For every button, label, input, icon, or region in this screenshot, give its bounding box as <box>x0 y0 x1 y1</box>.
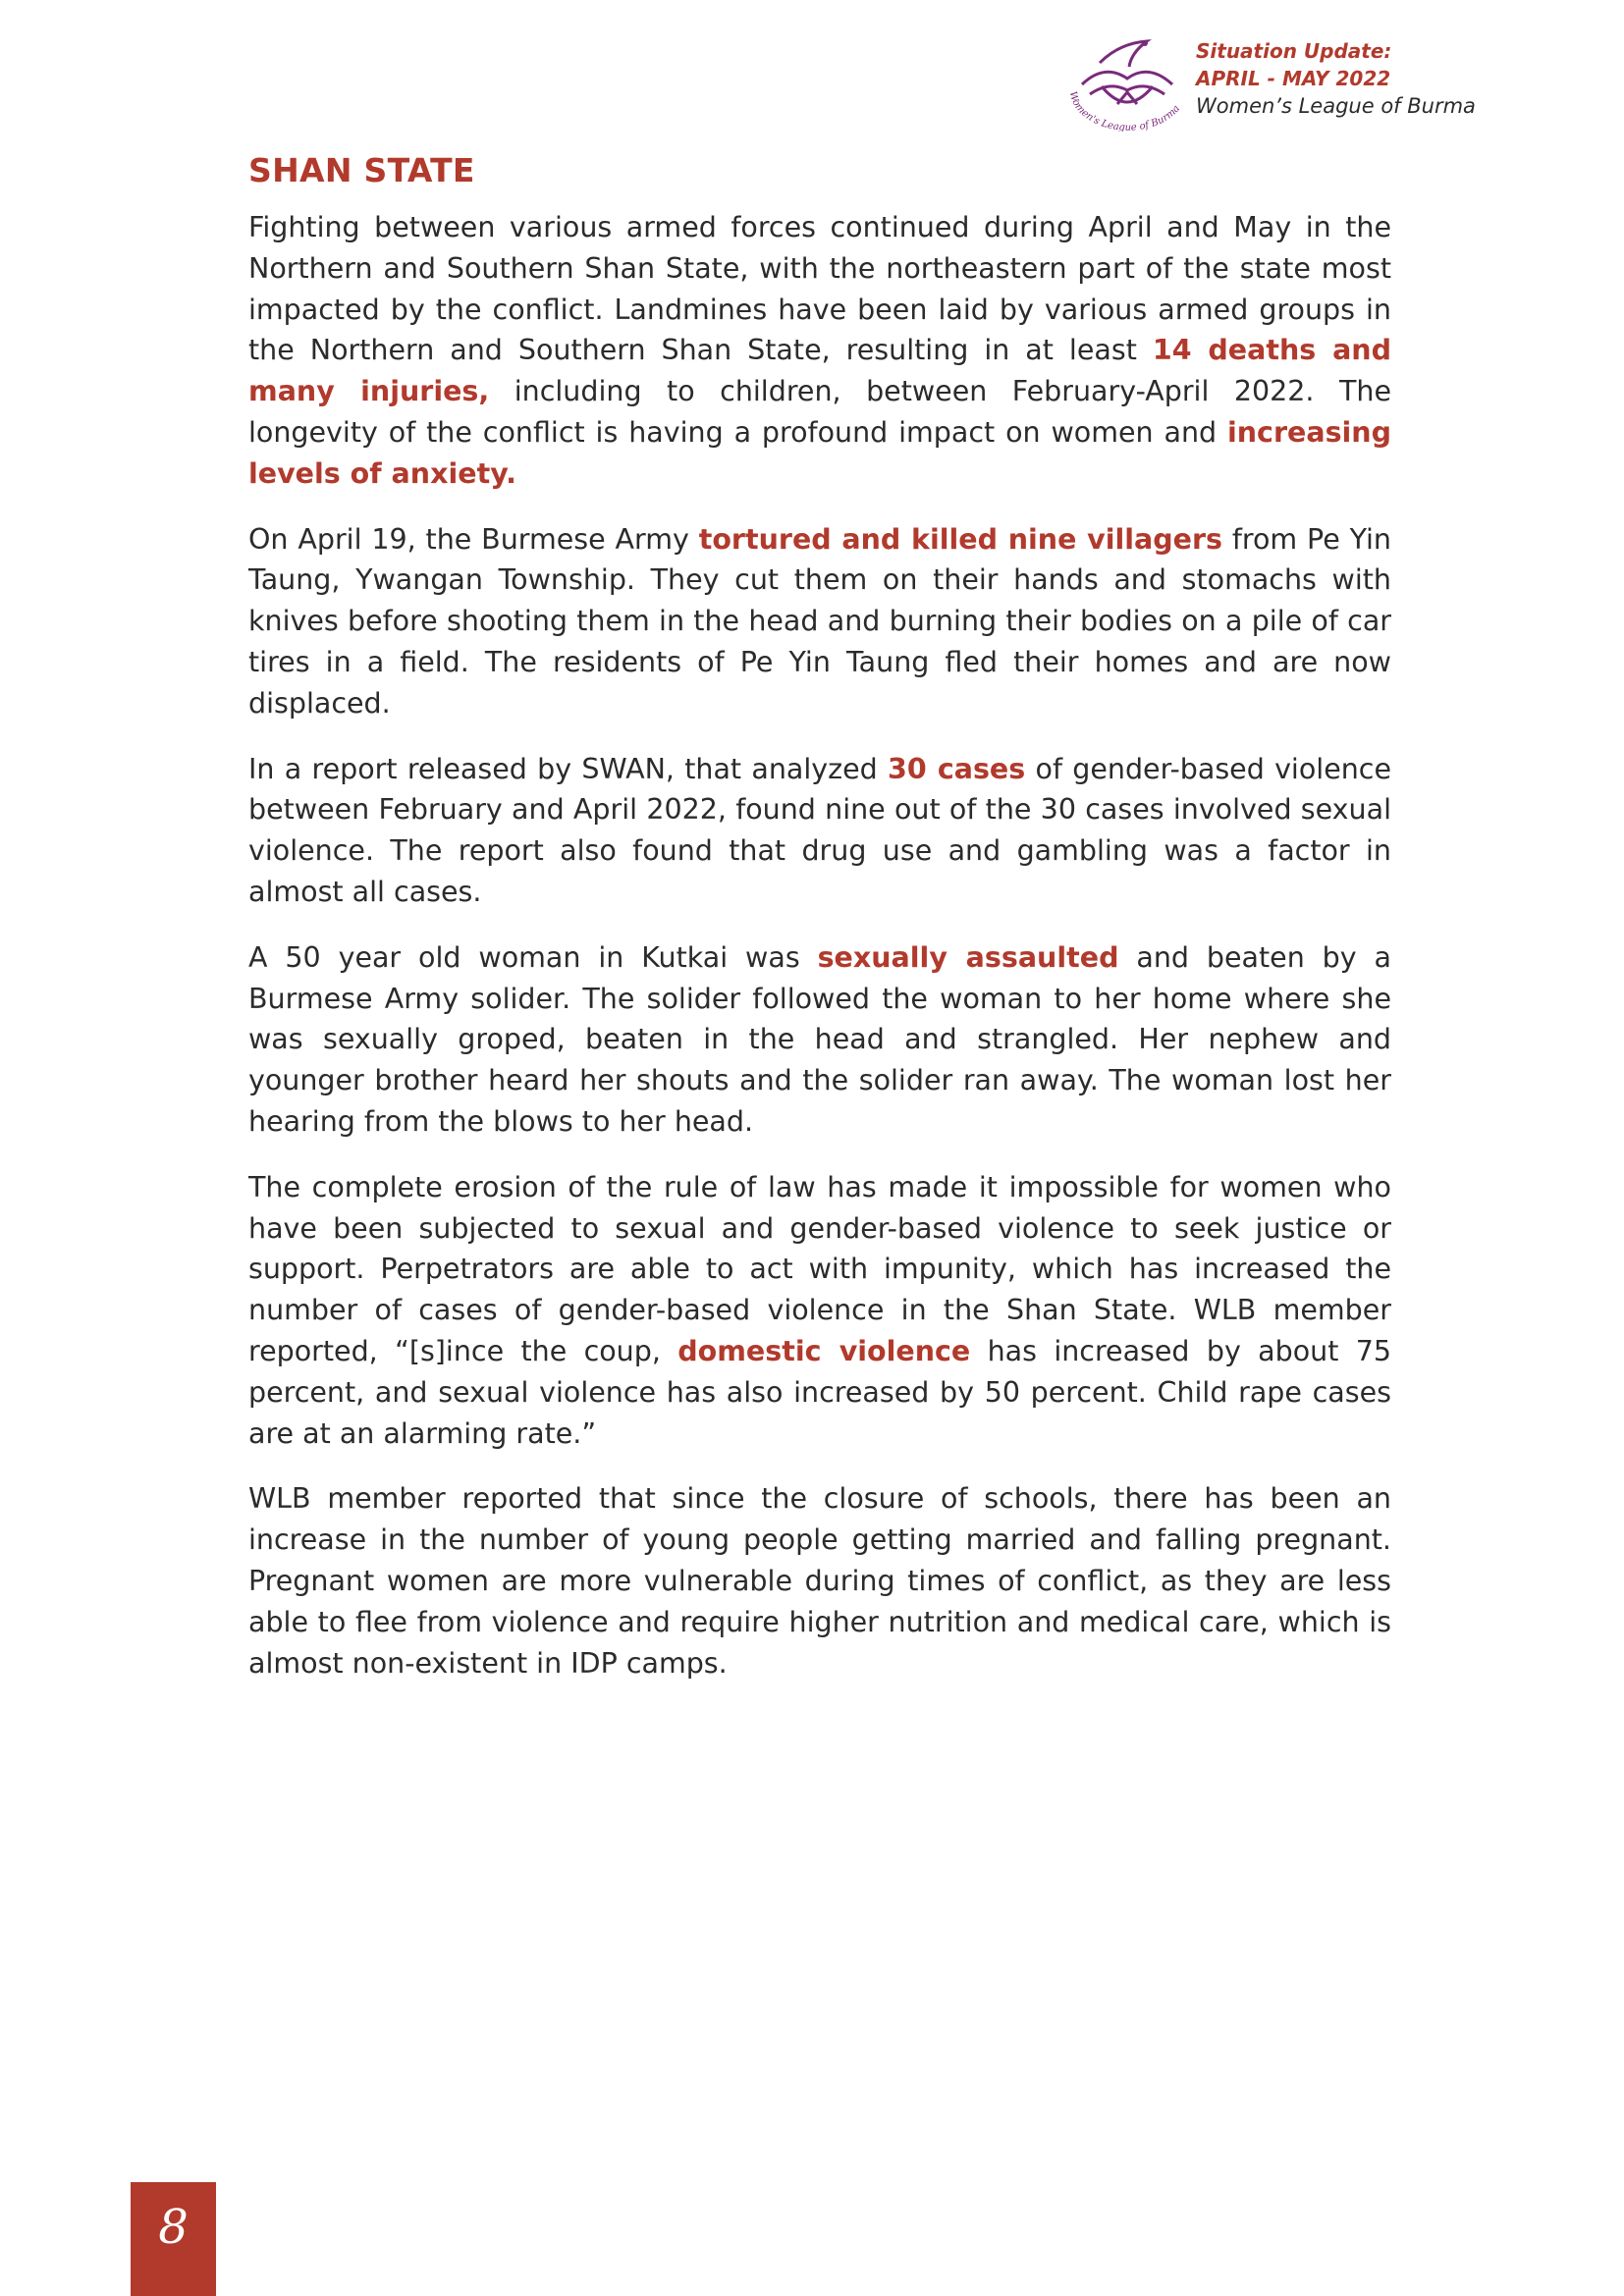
highlight-text: tortured and killed nine villagers <box>698 522 1223 556</box>
body-paragraphs <box>248 207 1391 1683</box>
body-paragraph <box>248 1167 1391 1455</box>
page-header <box>1060 24 1522 132</box>
body-paragraph <box>248 937 1391 1143</box>
header-date-range: APRIL - MAY 2022 <box>1196 67 1391 90</box>
paragraph-text: The complete erosion of the rule of law has made it impossible for women who have been subjected to sexual and gender-based violence to seek justice or support. Perpetrators are able to act with impunity, which has increased the number of cases of gender-based violence in the Shan State. WLB member reported, “[s]ince the coup, <box>248 1170 1391 1367</box>
paragraph-text: On April 19, the Burmese Army <box>248 522 699 556</box>
paragraph-text: has increased by about 75 percent, and sexual violence has also increased by 50 percent. Child rape cases are at an alarming rate.” <box>248 1334 1392 1450</box>
body-paragraph <box>248 749 1391 913</box>
paragraph-text: In a report released by SWAN, that analyzed <box>248 752 889 785</box>
paragraph-text: WLB member reported that since the closure of schools, there has been an increase in the number of young people getting married and falling pregnant. Pregnant women are more vulnerable during times of conflict, as they are less able to flee from violence and require higher nutrition and medical care, which is almost non-existent in IDP camps. <box>248 1482 1391 1680</box>
paragraph-text: including to children, between February-April 2022. The longevity of the conflict is having a profound impact on women and <box>248 375 1392 449</box>
body-paragraph <box>248 207 1391 495</box>
header-subtitle: Situation Update: <box>1196 39 1392 63</box>
paragraph-text: A 50 year old woman in Kutkai was <box>248 940 818 974</box>
header-text <box>1196 37 1476 120</box>
header-organization: Women’s League of Burma <box>1196 94 1476 118</box>
logo-text: Women's League of Burma <box>1066 90 1183 132</box>
page-number: 8 <box>158 2200 189 2255</box>
highlight-text: increasing levels of anxiety. <box>248 415 1391 490</box>
section-title: SHAN STATE <box>248 151 475 189</box>
paragraph-text: of gender-based violence between February and April 2022, found nine out of the 30 cases involved sexual violence. The report also found that drug use and gambling was a factor in almost all cases. <box>248 752 1392 908</box>
paragraph-text: and beaten by a Burmese Army solider. The solider followed the woman to her home where she was sexually groped, beaten in the head and strangled. Her nephew and younger brother heard her shouts and the solider ran away. The woman lost her hearing from the blows to her head. <box>248 940 1391 1138</box>
body-paragraph <box>248 519 1391 724</box>
main-content <box>248 151 1391 1708</box>
page-number-tab <box>131 2182 216 2296</box>
highlight-text: sexually assaulted <box>817 940 1119 974</box>
highlight-text: 14 deaths and many injuries, <box>248 334 1391 408</box>
highlight-text: 30 cases <box>888 752 1026 785</box>
wlb-logo <box>1060 24 1196 132</box>
highlight-text: domestic violence <box>677 1334 971 1367</box>
paragraph-text: Fighting between various armed forces continued during April and May in the Northern and Southern Shan State, with the northeastern part of the state most impacted by the conflict. Landmines have been laid by various armed groups in the Northern and Southern Shan State, resulting in at least <box>248 211 1391 367</box>
paragraph-text: from Pe Yin Taung, Ywangan Township. They cut them on their hands and stomachs with knives before shooting them in the head and burning their bodies on a pile of car tires in a field. The residents of Pe Yin Taung fled their homes and are now displaced. <box>248 522 1391 720</box>
body-paragraph <box>248 1478 1391 1683</box>
